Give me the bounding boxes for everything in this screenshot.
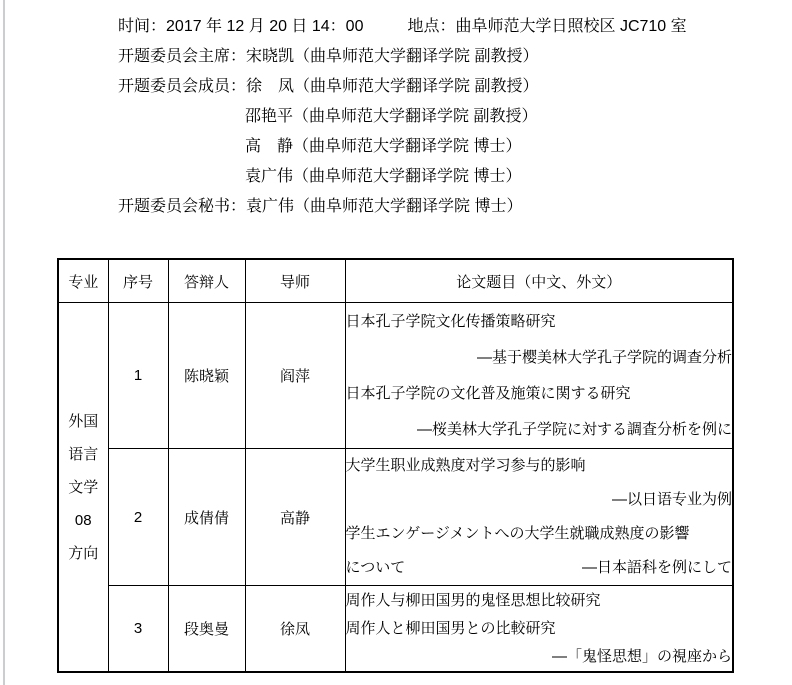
time-label: 时间： [118, 18, 167, 35]
row-number-cell: 1 [108, 303, 168, 449]
committee-member: 袁广伟（曲阜师范大学翻译学院 博士） [245, 168, 522, 185]
thesis-title-line: 日本孔子学院の文化普及施策に関する研究 [345, 384, 631, 402]
major-line: 方向 [68, 544, 99, 562]
thesis-subtitle-line: —桜美林大学孔子学院に対する調査分析を例に [416, 420, 732, 438]
thesis-subtitle-line [346, 551, 733, 585]
committee-member: 邵艳平（曲阜师范大学翻译学院 副教授） [245, 108, 538, 125]
thesis-title-cell [345, 586, 733, 673]
time-value: 2017 年 12 月 20 日 14：00 [166, 18, 364, 35]
committee-member: 宋晓凯（曲阜师范大学翻译学院 副教授） [246, 48, 539, 65]
thesis-title-line: 周作人と柳田国男との比較研究 [345, 619, 556, 637]
committee-member: 袁广伟（曲阜师范大学翻译学院 博士） [246, 198, 523, 215]
major-line: 外国 [68, 412, 99, 430]
committee-role-label: 开题委员会主席： [118, 48, 247, 65]
defender-name-cell: 成倩倩 [168, 449, 245, 586]
committee-member-line [118, 72, 687, 102]
committee-member: 徐 凤（曲阜师范大学翻译学院 副教授） [246, 78, 539, 95]
major-line: 08 [74, 511, 92, 529]
meeting-info-block [118, 12, 687, 222]
committee-member: 高 静（曲阜师范大学翻译学院 博士） [245, 138, 522, 155]
advisor-name-cell: 徐凤 [245, 586, 345, 673]
committee-role-label: 开题委员会成员： [118, 78, 247, 95]
row-number-cell: 3 [108, 586, 168, 673]
thesis-title-cell [345, 303, 733, 449]
defender-name-cell: 陈晓颖 [168, 303, 245, 449]
col-header-number: 序号 [108, 259, 168, 303]
thesis-title-line: 学生エンゲージメントへの大学生就職成熟度の影響 [345, 525, 690, 542]
thesis-subtitle-left: について [345, 559, 406, 576]
advisor-name-cell: 高静 [245, 449, 345, 586]
location-label: 地点： [407, 18, 456, 35]
col-header-thesis-title: 论文题目（中文、外文） [345, 259, 733, 303]
committee-role-label: 开题委员会秘书： [118, 198, 247, 215]
thesis-title-line: 周作人与柳田国男的鬼怪思想比较研究 [345, 591, 601, 609]
thesis-subtitle-line: —「鬼怪思想」の視座から [551, 647, 732, 665]
thesis-title-line: 大学生职业成熟度对学习参与的影响 [345, 457, 586, 474]
advisor-name-cell: 阎萍 [245, 303, 345, 449]
committee-member-line [245, 162, 687, 192]
col-header-advisor: 导师 [245, 259, 345, 303]
page-edge-line [3, 0, 5, 685]
committee-chair-line [118, 42, 687, 72]
table-row [58, 449, 733, 586]
major-cell [58, 303, 108, 673]
major-line: 语言 [68, 445, 99, 463]
thesis-subtitle-line: —以日语专业为例 [611, 491, 732, 508]
row-number-cell: 2 [108, 449, 168, 586]
thesis-subtitle-line: —基于樱美林大学孔子学院的调查分析 [476, 348, 732, 366]
defense-schedule-table [57, 258, 734, 673]
committee-secretary-line [118, 192, 687, 222]
committee-member-line [245, 102, 687, 132]
major-line: 文学 [68, 478, 99, 496]
col-header-major: 专业 [58, 259, 108, 303]
table-header-row [58, 259, 733, 303]
defender-name-cell: 段奥曼 [168, 586, 245, 673]
location-value: 曲阜师范大学日照校区 JC710 室 [455, 18, 687, 35]
thesis-subtitle-right: —日本語科を例にして [581, 559, 732, 576]
table-row [58, 586, 733, 673]
col-header-defender: 答辩人 [168, 259, 245, 303]
thesis-title-cell [345, 449, 733, 586]
table-row [58, 303, 733, 449]
thesis-title-line: 日本孔子学院文化传播策略研究 [345, 312, 556, 330]
time-location-line [118, 12, 687, 42]
committee-member-line [245, 132, 687, 162]
